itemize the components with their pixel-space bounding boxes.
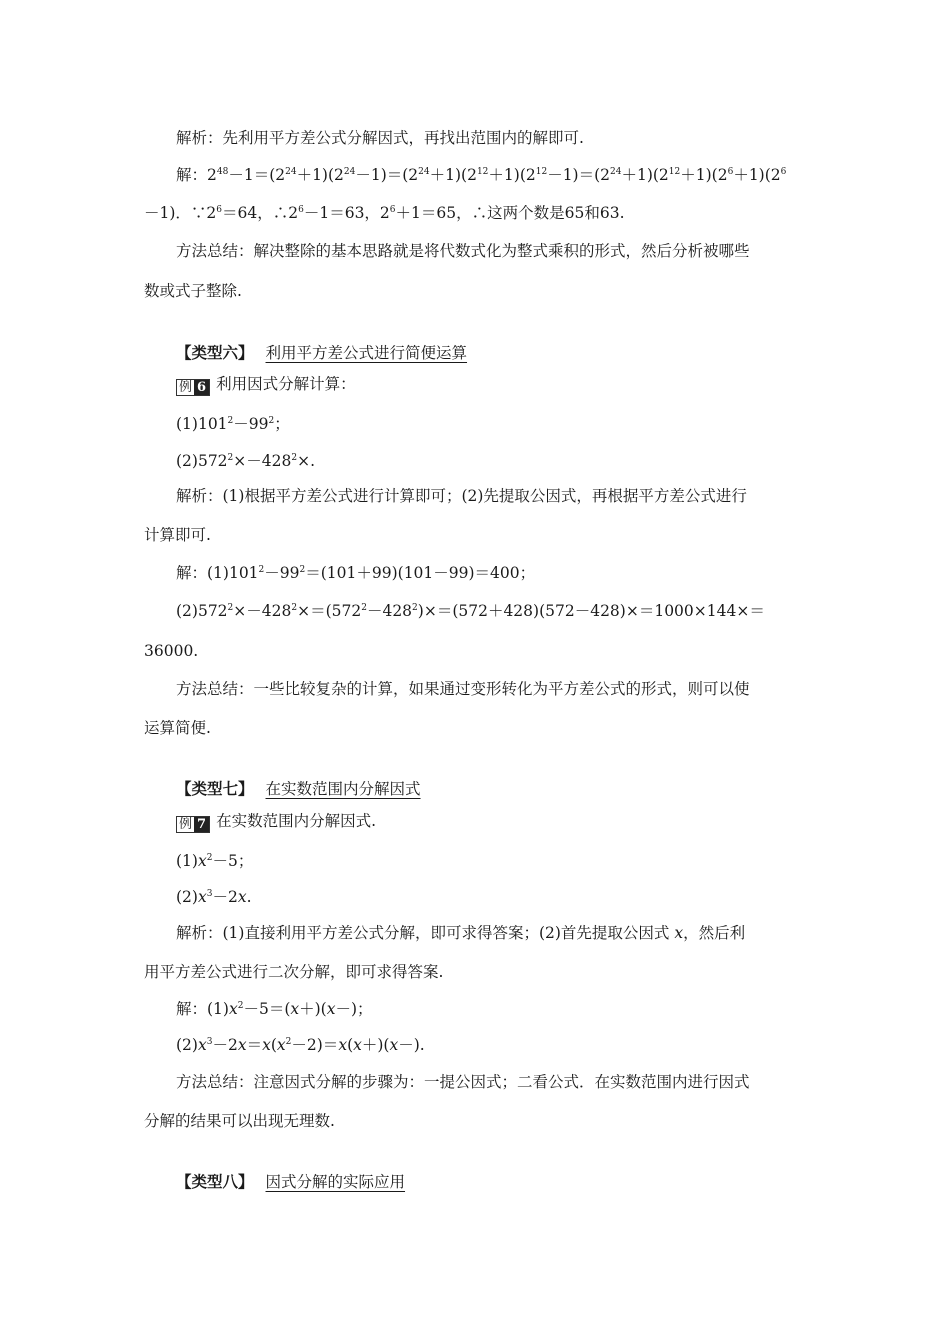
question-2: $(2)x^3-2x$. [176, 888, 252, 906]
summary-text: 方法总结：一些比较复杂的计算，如果通过变形转化为平方差公式的形式，则可以使 [176, 680, 750, 698]
analysis-text: 解析：(1)根据平方差公式进行计算即可；(2)先提取公因式，再根据平方差公式进行 [176, 487, 747, 505]
analysis-text: 解析：(1)直接利用平方差公式分解，即可求得答案；(2)首先提取公因式 x，然后利 [176, 924, 746, 942]
analysis-text: 解析：先利用平方差公式分解因式，再找出范围内的解即可. [176, 129, 584, 147]
summary-text: 方法总结：解决整除的基本思路就是将代数式化为整式乘积的形式，然后分析被哪些 [176, 242, 750, 260]
solution-line-2-cont: 36000. [144, 642, 199, 660]
example-badge: 例 6 [176, 379, 210, 396]
example-6: 例 6 利用因式分解计算： [0, 373, 950, 395]
solution-line-2: $(2)572^2\times-428^2\times=(572^2-428^2)\times=(572+428)(572-428)\times=1000\times 144\times=$ [176, 602, 765, 620]
solution-line-2: －1)．$\because 2^6=64$，$\therefore 2^6-1=63$，$2^6+1=65$，∴这两个数是65和63. [144, 204, 625, 222]
section-heading-6: 【类型六】 利用平方差公式进行简便运算 [176, 344, 468, 362]
analysis-text-cont: 用平方差公式进行二次分解，即可求得答案. [144, 963, 444, 981]
summary-text-cont: 数或式子整除. [144, 282, 242, 300]
summary-text-cont: 运算简便. [144, 719, 211, 737]
example-badge: 例 7 [176, 816, 210, 833]
section-heading-7: 【类型七】 在实数范围内分解因式 [176, 780, 421, 798]
solution-line-2: $(2)x^3-2x=x(x^2-2)=x(x+)(x-)$. [176, 1036, 425, 1054]
example-7: 例 7 在实数范围内分解因式. [0, 810, 950, 832]
solution-line-1: 解：$(1)101^2-99^2=(101+99)(101-99)=400$； [176, 564, 536, 582]
question-1: $(1)x^2-5$； [176, 852, 254, 870]
solution-line-1: 解：$2^{48}-1=(2^{24}+1)(2^{24}-1)=(2^{24}+1)(2^{12}+1)(2^{12}-1)=(2^{24}+1)(2^{12}+1)(2^6+1)(2^6$ [176, 166, 787, 184]
question-1: $(1)101^2-99^2$； [176, 415, 290, 433]
question-2: $(2)572^2\times-428^2\times$. [176, 452, 316, 470]
summary-text: 方法总结：注意因式分解的步骤为：一提公因式；二看公式．在实数范围内进行因式 [176, 1073, 750, 1091]
solution-line-1: 解：$(1)x^2-5=(x+)(x-)$； [176, 1000, 373, 1018]
analysis-text-cont: 计算即可. [144, 526, 211, 544]
section-heading-8: 【类型八】 因式分解的实际应用 [176, 1173, 406, 1191]
summary-text-cont: 分解的结果可以出现无理数. [144, 1112, 335, 1130]
